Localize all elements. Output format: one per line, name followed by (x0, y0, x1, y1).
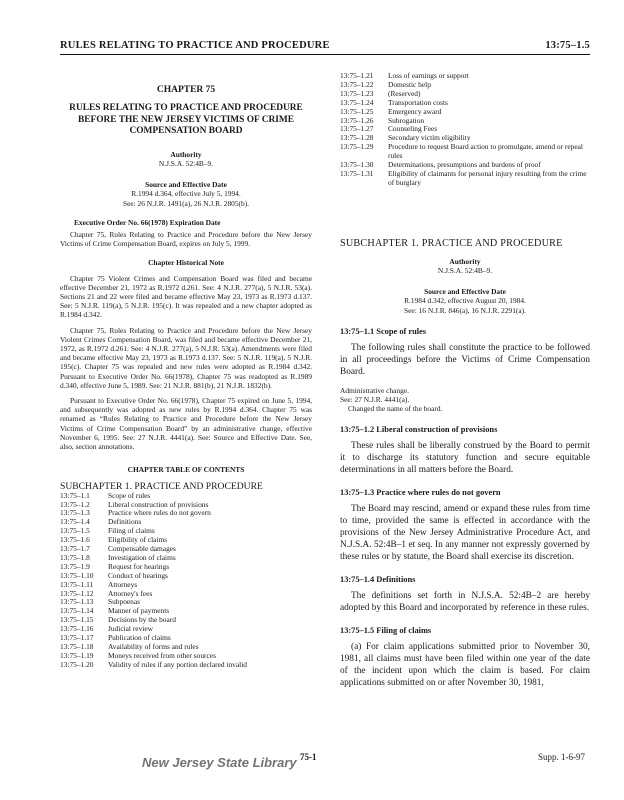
authority-text: N.J.S.A. 52:4B–9. (158, 158, 214, 168)
source-line-1: R.1994 d.364, effective July 5, 1994. (131, 189, 241, 199)
toc-row (60, 590, 312, 599)
toc-section-number: 13:75–1.21 (340, 71, 374, 80)
toc-section-title: Subpoenas (108, 597, 141, 607)
section-3-body: The Board may rescind, amend or expand these rules from time to time, provided the same is effected in accordance with the provisions of the New Jersey Administrative Procedure Act, and N.J.S.A. 52:4B–1 et seq. In any manner not expressly governed by these rules or by statute, the Board shall exercise its discretion. (340, 503, 590, 562)
toc-row (340, 81, 590, 90)
toc-section-number: 13:75–1.6 (60, 535, 90, 545)
section-5-body: (a) For claim applications submitted prior to November 30, 1981, all claims must have been filed within one year of the date of the incident upon which the claim is based. For claim applications submitted on or after November 30, 1981, (340, 641, 590, 688)
toc-section-title: Attorneys (108, 579, 138, 589)
left-column (60, 78, 312, 670)
section-4-heading: 13:75–1.4 Definitions (340, 574, 416, 584)
toc-row (340, 170, 590, 188)
toc-section-number: 13:75–1.29 (340, 142, 374, 152)
toc-section-title: Availability of forms and rules (108, 642, 199, 651)
stamp-text: New Jersey State Library (142, 755, 297, 770)
authority-heading: Authority (170, 149, 202, 159)
section-2-body: These rules shall be liberally construed by the Board to permit it to discharge its statutory function and secure equitable determinations in all matters before the Board. (340, 440, 590, 475)
authority-heading: Authority (449, 256, 481, 266)
history-heading: Chapter Historical Note (148, 258, 224, 268)
toc-row (60, 518, 312, 527)
toc-row (340, 90, 590, 99)
toc-section-title: Loss of earnings or support (388, 71, 469, 80)
toc-section-title: Secondary victim eligibility (388, 133, 471, 143)
toc-section-number: 13:75–1.14 (60, 606, 94, 616)
toc-section-number: 13:75–1.13 (60, 597, 94, 607)
toc-row (340, 143, 590, 161)
toc-section-title: Filing of claims (108, 526, 155, 536)
history-paragraph-1: Chapter 75 Violent Crimes and Compensation Board was filed and became effective December 21, 1972 as R.1972 d.261. See: 4 N.J.R. 277(a), 5 N.J.R. 53(a). Sections 21 and 22 were filed and became effective May 23, 1973 as R.1973 d.137. See: 5 N.J.R. 119(a), 5 N.J.R. 195(c). It was repealed and a new chapter adopted as R.1984 d.342. (60, 273, 312, 320)
toc-row (60, 527, 312, 536)
toc-row (60, 536, 312, 545)
toc-subchapter: SUBCHAPTER 1. PRACTICE AND PROCEDURE (60, 481, 263, 493)
toc-section-title: Subrogation (388, 115, 425, 125)
right-column (340, 72, 590, 689)
toc-section-number: 13:75–1.31 (340, 168, 374, 178)
toc-section-title: Investigation of claims (108, 552, 176, 562)
toc-section-number: 13:75–1.1 (60, 490, 90, 500)
toc-section-title: Scope of rules (108, 490, 151, 500)
toc-row (60, 572, 312, 581)
section-1-note (340, 386, 590, 413)
toc-section-number: 13:75–1.18 (60, 642, 94, 651)
section-4-body: The definitions set forth in N.J.S.A. 52:4B–2 are hereby adopted by this Board and incorporated by reference in these rules. (340, 590, 590, 613)
toc-section-number: 13:75–1.15 (60, 615, 94, 625)
toc-row (60, 554, 312, 563)
toc-row (340, 108, 590, 117)
toc-section-title: Liberal construction of provisions (108, 499, 209, 509)
toc-row (60, 616, 312, 625)
toc-section-number: 13:75–1.4 (60, 517, 90, 527)
toc-section-title: Publication of claims (108, 633, 171, 643)
chapter-title: RULES RELATING TO PRACTICE AND PROCEDURE BEFORE THE NEW JERSEY VICTIMS OF CRIME COMPENSATION BOARD (69, 103, 303, 137)
toc-section-title: Manner of payments (108, 606, 170, 616)
note-line: Changed the name of the board. (348, 403, 443, 413)
executive-order-block (60, 218, 312, 249)
section-1-body: The following rules shall constitute the practice to be followed in all proceedings before the Victims of Crime Compensation Board. (340, 342, 590, 377)
toc-row (60, 581, 312, 590)
toc-section-title: Emergency award (388, 106, 442, 116)
authority-text: N.J.S.A. 52:4B–9. (437, 265, 493, 275)
toc-section-title: Domestic help (388, 79, 431, 89)
executive-order-heading: Executive Order No. 66(1978) Expiration Date (74, 217, 221, 227)
toc-row (340, 117, 590, 126)
toc-section-number: 13:75–1.26 (340, 115, 374, 125)
source-heading: Source and Effective Date (145, 180, 227, 190)
toc-row (60, 509, 312, 518)
chapter-number: CHAPTER 75 (156, 85, 216, 95)
toc-section-number: 13:75–1.16 (60, 624, 94, 634)
toc-section-title: Conduct of hearings (108, 570, 168, 580)
toc-row (340, 99, 590, 108)
header-title: RULES RELATING TO PRACTICE AND PROCEDURE (60, 40, 330, 51)
source-heading: Source and Effective Date (424, 287, 506, 297)
toc-section-title: Eligibility of claimants for personal injury resulting from the crime of burglary (388, 168, 587, 187)
toc-section-number: 13:75–1.20 (60, 659, 94, 669)
toc-section-number: 13:75–1.22 (340, 79, 374, 89)
toc-row (60, 661, 312, 670)
toc-section-number: 13:75–1.3 (60, 508, 90, 518)
toc-section-number: 13:75–1.19 (60, 650, 94, 660)
history-paragraph-2: Chapter 75, Rules Relating to Practice and Procedure before the New Jersey Violent Crimes Compensation Board, was filed and became effective December 21, 1972, as R.1972 d.261. See: 4 N.J.R. 277(a), 5 N.J.R. 53(a). Amendments were filed and became effective May 23, 1973 as R.1973 d.137. See: 5 N.J.R. 119(a), 5 N.J.R. 195(c). Chapter 75 was repealed and new rules were adopted as R.1984 d.342. Pursuant to Executive Order No. 66(1978), Chapter 75 was readopted as R.1989 d.340, effective June 5, 1989. See: 21 N.J.R. 881(b), 21 N.J.R. 1832(b). (60, 325, 312, 390)
toc-section-title: Validity of rules if any portion declared invalid (108, 659, 247, 669)
toc-section-number: 13:75–1.24 (340, 97, 374, 107)
toc-row (340, 72, 590, 81)
toc-section-number: 13:75–1.12 (60, 588, 94, 598)
toc-row (60, 598, 312, 607)
toc-row (60, 563, 312, 572)
source-line-2: See: 26 N.J.R. 1491(a), 26 N.J.R. 2805(b). (122, 198, 250, 208)
note-line: Administrative change. (340, 385, 409, 395)
toc-section-title: Judicial review (108, 624, 153, 634)
toc-section-number: 13:75–1.10 (60, 570, 94, 580)
toc-section-title: Compensable damages (108, 544, 176, 554)
toc-section-title: Procedure to request Board action to promulgate, amend or repeal rules (388, 142, 583, 161)
toc-section-title: Transportation costs (388, 97, 448, 107)
source-line-1: R.1984 d.342, effective August 20, 1984. (404, 296, 526, 306)
supplement-date: Supp. 1-6-97 (538, 752, 585, 762)
subchapter-heading: SUBCHAPTER 1. PRACTICE AND PROCEDURE (340, 237, 563, 249)
toc-section-title: (Reserved) (388, 88, 421, 98)
section-5-heading: 13:75–1.5 Filing of claims (340, 625, 432, 635)
toc-section-number: 13:75–1.7 (60, 544, 90, 554)
toc-section-number: 13:75–1.9 (60, 561, 90, 571)
library-stamp (140, 752, 297, 772)
toc-section-title: Determinations, presumptions and burdens of proof (388, 160, 541, 170)
toc-section-number: 13:75–1.2 (60, 499, 90, 509)
toc-section-number: 13:75–1.28 (340, 133, 374, 143)
toc-section-title: Request for hearings (108, 561, 170, 571)
toc-table-continued (340, 72, 590, 188)
source-line-2: See: 16 N.J.R. 846(a), 16 N.J.R. 2291(a). (404, 305, 526, 315)
executive-order-text: Chapter 75, Rules Relating to Practice and Procedure before the New Jersey Victims of Crime Compensation Board, expires on July 5, 1999. (60, 229, 312, 249)
toc-row (60, 545, 312, 554)
toc-row (60, 607, 312, 616)
toc-section-title: Attorney's fees (108, 588, 153, 598)
section-1-heading: 13:75–1.1 Scope of rules (340, 326, 427, 336)
toc-section-number: 13:75–1.30 (340, 160, 374, 170)
toc-section-title: Counseling Fees (388, 124, 438, 134)
toc-section-title: Decisions by the board (108, 615, 176, 625)
toc-section-title: Definitions (108, 517, 142, 527)
toc-section-title: Moneys received from other sources (108, 650, 216, 660)
section-3-heading: 13:75–1.3 Practice where rules do not govern (340, 487, 501, 497)
toc-section-number: 13:75–1.11 (60, 579, 94, 589)
toc-section-title: Eligibility of claims (108, 535, 168, 545)
page-number: 75-1 (300, 752, 317, 762)
toc-section-number: 13:75–1.25 (340, 106, 374, 116)
toc-section-number: 13:75–1.8 (60, 552, 90, 562)
header-section: 13:75–1.5 (545, 40, 590, 51)
toc-section-number: 13:75–1.27 (340, 124, 374, 134)
toc-heading: CHAPTER TABLE OF CONTENTS (127, 465, 245, 475)
toc-table (60, 492, 312, 670)
toc-section-number: 13:75–1.23 (340, 88, 374, 98)
toc-section-title: Practice where rules do not govern (108, 508, 211, 518)
section-2-heading: 13:75–1.2 Liberal construction of provisions (340, 424, 498, 434)
note-line: See: 27 N.J.R. 4441(a). (340, 394, 410, 404)
history-paragraph-3: Pursuant to Executive Order No. 66(1978), Chapter 75 expired on June 5, 1994, and subsequently was adopted as new rules by R.1994 d.364. Chapter 75 was renamed as “Rules Relating to Practice and Procedure before the New Jersey Victims of Crime Compensation Board” by an administrative change, effective November 6, 1995. See: 27 N.J.R. 4441(a). See: Source and Effective Date. See, also, section annotations. (60, 395, 312, 451)
toc-section-number: 13:75–1.5 (60, 526, 90, 536)
toc-row (60, 625, 312, 634)
toc-section-number: 13:75–1.17 (60, 633, 94, 643)
running-header (60, 38, 590, 55)
